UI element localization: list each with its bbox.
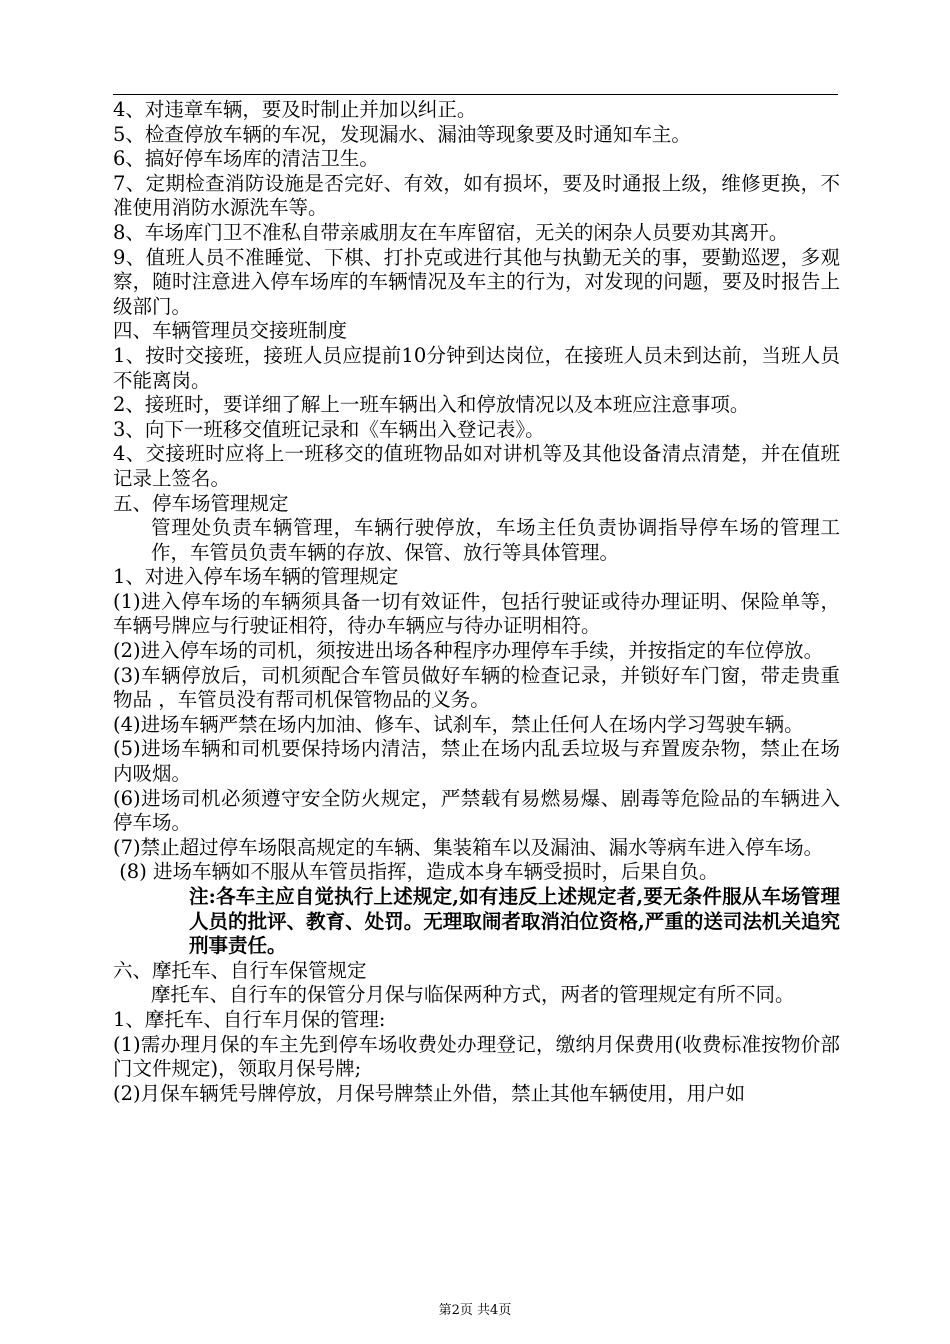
paragraph-item-9: 9、值班人员不准睡觉、下棋、打扑克或进行其他与执勤无关的事，要勤巡逻，多观察，随时注意进入停车场库的车辆情况及车主的行为，对发现的问题，要及时报告上级部门。 (113, 245, 840, 318)
rule-item-6: (6)进场司机必须遵守安全防火规定，严禁载有易燃易爆、剧毒等危险品的车辆进入停车场。 (113, 786, 840, 835)
rule-item-8: (8) 进场车辆如不服从车管员指挥，造成本身车辆受损时，后果自负。 (113, 860, 719, 884)
header-rule (113, 94, 838, 95)
handover-item-3: 3、向下一班移交值班记录和《车辆出入登记表》。 (113, 417, 545, 441)
bike-intro: 摩托车、自行车的保管分月保与临保两种方式，两者的管理规定有所不同。 (151, 983, 795, 1007)
handover-item-1: 1、按时交接班，接班人员应提前10分钟到达岗位，在接班人员未到达前，当班人员不能离岗。 (113, 343, 840, 392)
bold-note: 注:各车主应自觉执行上述规定,如有违反上述规定者,要无条件服从车场管理人员的批评、教育、处罚。无理取闹者取消泊位资格,严重的送司法机关追究刑事责任。 (189, 885, 840, 958)
rule-item-1: (1)进入停车场的车辆须具备一切有效证件，包括行驶证或待办理证明、保险单等，车辆号牌应与行驶证相符，待办车辆应与待办证明相符。 (113, 589, 840, 638)
paragraph-item-5: 5、检查停放车辆的车况，发现漏水、漏油等现象要及时通知车主。 (113, 122, 691, 146)
section-heading-6: 六、摩托车、自行车保管规定 (113, 958, 367, 982)
handover-item-2: 2、接班时，要详细了解上一班车辆出入和停放情况以及本班应注意事项。 (113, 393, 750, 417)
section-heading-4: 四、车辆管理员交接班制度 (113, 319, 348, 343)
page-footer: 第2页 共4页 (438, 1303, 512, 1318)
paragraph-item-4: 4、对违章车辆，要及时制止并加以纠正。 (113, 98, 477, 121)
paragraph-item-8: 8、车场库门卫不准私自带亲戚朋友在车库留宿，无关的闲杂人员要劝其离开。 (113, 220, 789, 244)
paragraph-item-7: 7、定期检查消防设施是否完好、有效，如有损坏，要及时通报上级，维修更换，不准使用消防水源洗车等。 (113, 171, 840, 220)
handover-item-4: 4、交接班时应将上一班移交的值班物品如对讲机等及其他设备清点清楚，并在值班记录上签名。 (113, 442, 840, 490)
subsection-heading-entry: 1、对进入停车场车辆的管理规定 (113, 565, 399, 589)
subsection-heading-monthly: 1、摩托车、自行车月保的管理: (113, 1007, 386, 1031)
monthly-item-2: (2)月保车辆凭号牌停放，月保号牌禁止外借，禁止其他车辆使用，用户如 (113, 1081, 746, 1105)
paragraph-item-6: 6、搞好停车场库的清洁卫生。 (113, 147, 379, 171)
monthly-item-1: (1)需办理月保的车主先到停车场收费处办理登记，缴纳月保费用(收费标准按物价部门文件规定)，领取月保号牌; (113, 1032, 840, 1081)
rule-item-5: (5)进场车辆和司机要保持场内清洁，禁止在场内乱丢垃圾与弃置废杂物，禁止在场内吸烟。 (113, 737, 840, 786)
page-body (113, 98, 840, 1106)
parking-intro: 管理处负责车辆管理，车辆行驶停放，车场主任负责协调指导停车场的管理工作，车管员负责车辆的存放、保管、放行等具体管理。 (151, 516, 840, 564)
rule-item-3: (3)车辆停放后，司机须配合车管员做好车辆的检查记录，并锁好车门窗，带走贵重物品 ，车管员没有帮司机保管物品的义务。 (113, 663, 840, 712)
rule-item-7: (7)禁止超过停车场限高规定的车辆、集装箱车以及漏油、漏水等病车进入停车场。 (113, 835, 824, 859)
rule-item-2: (2)进入停车场的司机，须按进出场各种程序办理停车手续，并按指定的车位停放。 (113, 639, 824, 663)
section-heading-5: 五、停车场管理规定 (113, 491, 289, 515)
rule-item-4: (4)进场车辆严禁在场内加油、修车、试刹车，禁止任何人在场内学习驾驶车辆。 (113, 712, 804, 736)
